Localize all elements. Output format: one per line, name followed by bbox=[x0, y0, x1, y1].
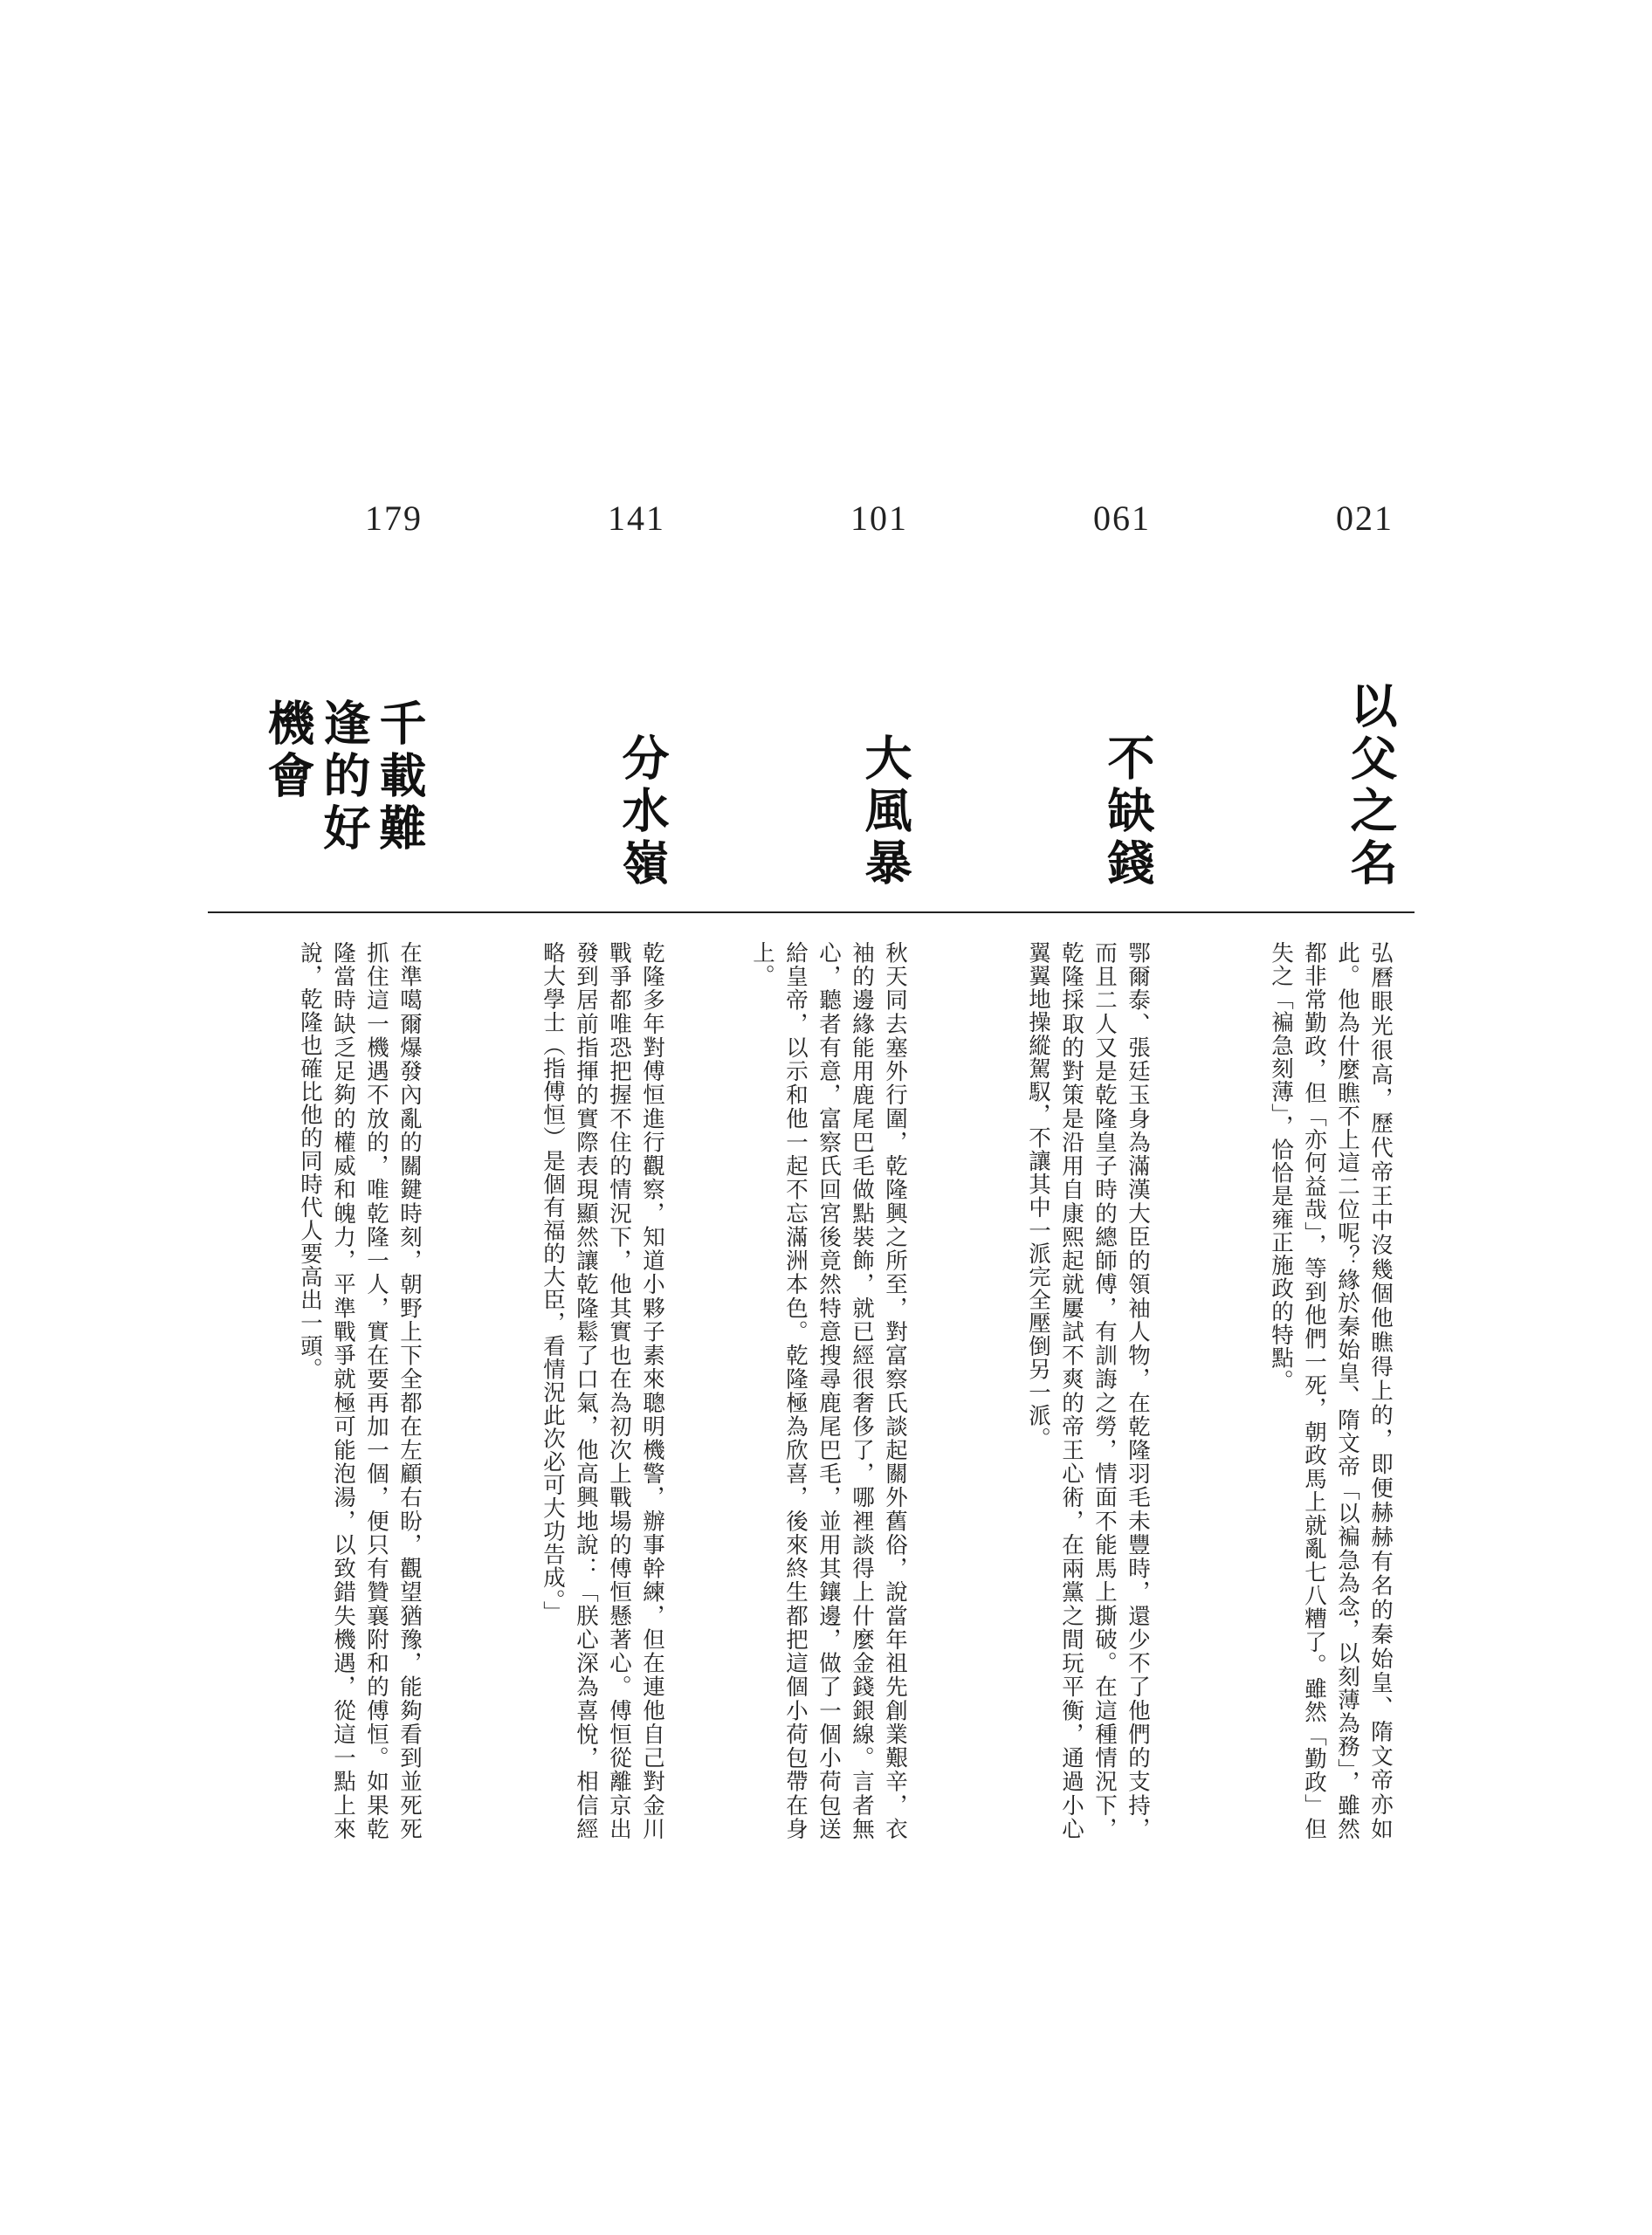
page-number: 061 bbox=[1093, 499, 1151, 538]
chapter-excerpt bbox=[1264, 941, 1397, 1840]
chapter-excerpt bbox=[1022, 941, 1154, 1840]
chapter-excerpt bbox=[293, 941, 426, 1840]
chapter-title[interactable]: 大風暴 bbox=[857, 733, 913, 891]
chapter-title[interactable]: 千載難逢的好機會 bbox=[260, 698, 428, 856]
horizontal-divider bbox=[208, 911, 1415, 913]
chapter-title-box bbox=[1158, 594, 1411, 891]
page-number: 141 bbox=[608, 499, 665, 538]
chapter-excerpt bbox=[746, 941, 912, 1840]
excerpt-paragraph: 在準噶爾爆發內亂的關鍵時刻，朝野上下全都在左顧右盼，觀望猶豫，能夠看到並死死抓住這一機遇不放的，唯乾隆一人，實在要再加一個，便只有贊襄附和的傅恒。如果乾隆當時缺乏足夠的權威和魄力，平準戰爭就極可能泡湯，以致錯失機遇，從這一點上來說，乾隆也確比他的同時代人要高出一頭。 bbox=[297, 941, 423, 1840]
chapter-title-box bbox=[672, 594, 926, 891]
chapter-title-box bbox=[187, 594, 440, 891]
chapter-title[interactable]: 分水嶺 bbox=[615, 733, 671, 891]
excerpt-paragraph: 鄂爾泰、張廷玉身為滿漢大臣的領袖人物，在乾隆羽毛未豐時，還少不了他們的支持，而且二人又是乾隆皇子時的總師傅，有訓誨之勞，情面不能馬上撕破。在這種情況下，乾隆採取的對策是沿用自康熙起就屢試不爽的帝王心術，在兩黨之間玩平衡，通過小心翼翼地操縱駕馭，不讓其中一派完全壓倒另一派。 bbox=[1025, 941, 1151, 1840]
page-number: 101 bbox=[850, 499, 908, 538]
chapter-title[interactable]: 以父之名 bbox=[1343, 681, 1399, 891]
excerpt-paragraph: 秋天同去塞外行圍，乾隆興之所至，對富察氏談起關外舊俗，說當年祖先創業艱辛，衣袖的邊緣能用鹿尾巴毛做點裝飾，就已經很奢侈了，哪裡談得上什麼金錢銀線。言者無心，聽者有意，富察氏回宮後竟然特意搜尋鹿尾巴毛，並用其鑲邊，做了一個小荷包送給皇帝，以示和他一起不忘滿洲本色。乾隆極為欣喜，後來終生都把這個小荷包帶在身上。 bbox=[749, 941, 908, 1840]
excerpt-paragraph: 乾隆多年對傅恒進行觀察，知道小夥子素來聰明機警，辦事幹練，但在連他自己對金川戰爭都唯恐把握不住的情況下，他其實也在為初次上戰場的傅恒懸著心。傅恒從離京出發到居前指揮的實際表現顯然讓乾隆鬆了口氣，他高興地說：「朕心深為喜悅，相信經略大學士（指傅恒）是個有福的大臣，看情況此次必可大功告成。」 bbox=[540, 941, 665, 1840]
page-number: 179 bbox=[365, 499, 423, 538]
excerpt-paragraph: 弘曆眼光很高，歷代帝王中沒幾個他瞧得上的，即便赫赫有名的秦始皇、隋文帝亦如此。他為什麼瞧不上這二位呢？緣於秦始皇、隋文帝「以褊急為念，以刻薄為務」，雖然都非常勤政，但「亦何益哉」，等到他們一死，朝政馬上就亂七八糟了。雖然「勤政」但失之「褊急刻薄」，恰恰是雍正施政的特點。 bbox=[1268, 941, 1394, 1840]
page-number: 021 bbox=[1336, 499, 1394, 538]
chapter-title-box bbox=[915, 594, 1168, 891]
chapter-title-box bbox=[430, 594, 683, 891]
chapter-excerpt bbox=[536, 941, 669, 1840]
chapter-title[interactable]: 不缺錢 bbox=[1100, 733, 1156, 891]
